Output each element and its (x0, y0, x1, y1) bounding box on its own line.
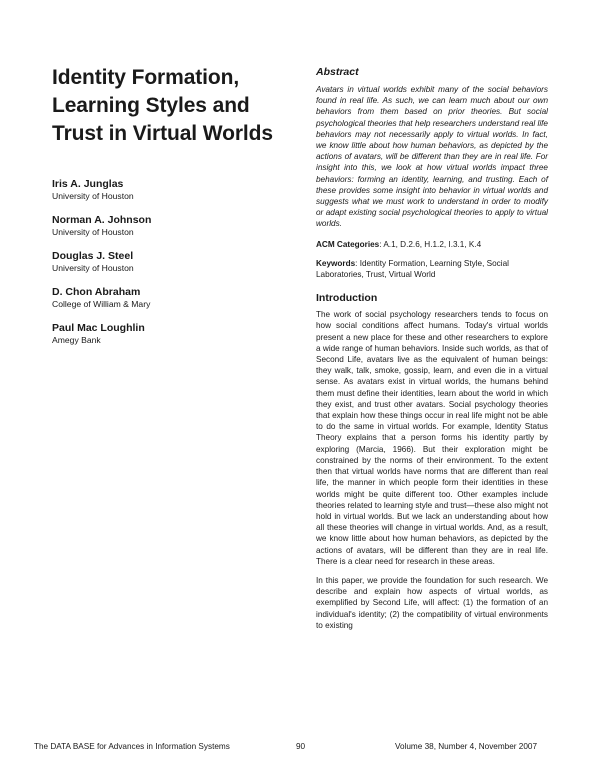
footer-journal: The DATA BASE for Advances in Information Systems (34, 742, 230, 751)
body-paragraph: In this paper, we provide the foundation for such research. We describe and explain how aspects of virtual worlds, as exemplified by Second Life, will affect: (1) the formation of an individual's identity; (2) the compatibility of virtual environments to existing (316, 575, 548, 630)
author-block (52, 322, 282, 346)
abstract-body-column (316, 66, 548, 639)
author-affiliation: University of Houston (52, 227, 134, 237)
abstract-text: Avatars in virtual worlds exhibit many of the social behaviors found in real life. As such, we can learn much about our own behaviors from them based on prior theories. But social psychological theories that help researchers understand real life behaviors may not necessarily apply to virtual worlds. In fact, we know little about how human behaviors, as depicted by the actions of avatars, will be different than they are in real life. For insight into this, we look at how virtual worlds impact three behaviors: forming an identity, learning, and trusting. Each of these provides some insight into behavior in virtual worlds and suggests what we must work to understand in order to modify or adapt existing social psychological theories to apply to virtual worlds. (316, 85, 548, 229)
author-name: Paul Mac Loughlin (52, 322, 145, 334)
author-block (52, 178, 282, 202)
author-affiliation: University of Houston (52, 263, 134, 273)
paper-title: Identity Formation, Learning Styles and Trust in Virtual Worlds (52, 66, 273, 145)
introduction-heading: Introduction (316, 292, 378, 305)
author-name: Iris A. Junglas (52, 178, 124, 190)
keywords-value: : Identity Formation, Learning Style, Social Laboratories, Trust, Virtual World (316, 258, 509, 280)
author-block (52, 286, 282, 310)
author-block (52, 250, 282, 274)
footer-volume: Volume 38, Number 4, November 2007 (395, 742, 537, 751)
author-name: D. Chon Abraham (52, 286, 141, 298)
author-affiliation: University of Houston (52, 191, 134, 201)
author-block (52, 214, 282, 238)
title-author-column (52, 64, 282, 358)
keywords-label: Keywords (316, 258, 356, 268)
footer-page-number: 90 (296, 742, 306, 751)
acm-categories-value: : A.1, D.2.6, H.1.2, I.3.1, K.4 (379, 239, 482, 249)
acm-categories (316, 239, 548, 250)
body-paragraph: The work of social psychology researchers tends to focus on how social conditions affect humans. Today's virtual worlds present a new place for these and other researchers to explore a wide range of human behaviors. Inside such worlds, as that of Second Life, avatars live as the equivalent of human beings: they walk, talk, smoke, gossip, learn, and even die in a virtual sense. As avatars exist in virtual worlds, the humans behind them must define their identities, learn about the world in which they exist, and trust other avatars. Social psychology theories that explain how these things occur in real life might not be able to do the same in virtual worlds. For example, Identity Status Theory explains that a person forms his identity partly by exploring (Marcia, 1966). But their exploration might be constrained by the norms of their environment. To the extent then that virtual worlds have norms that are different than real life, the manner in which people form their identities in these worlds might be quite different too. Other examples include theories related to learning style and trust—these also might not hold in virtual worlds. But we lack an understanding about how all these theories will change in virtual worlds. And, as a result, we know little about how human behaviors, as depicted by the actions of avatars, will be different than they are in real life. There is a clear need for research in these areas. (316, 310, 548, 566)
author-name: Douglas J. Steel (52, 250, 134, 262)
author-affiliation: Amegy Bank (52, 335, 101, 345)
author-name: Norman A. Johnson (52, 214, 152, 226)
abstract-heading: Abstract (316, 66, 359, 78)
author-affiliation: College of William & Mary (52, 299, 151, 309)
acm-categories-label: ACM Categories (316, 239, 380, 249)
keywords (316, 258, 548, 280)
